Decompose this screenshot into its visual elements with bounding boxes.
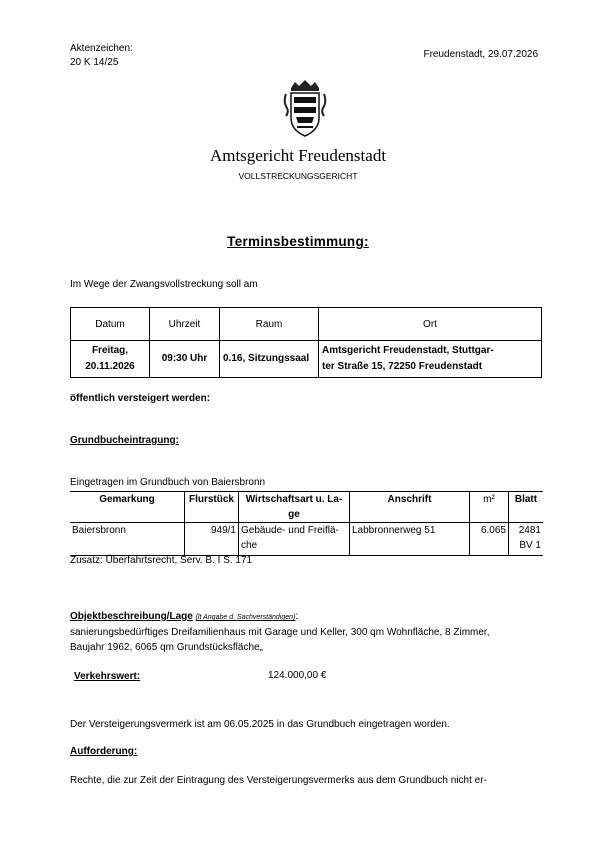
grundbuch-intro: Eingetragen im Grundbuch von Baiersbronn: [70, 477, 266, 488]
wirtschaftsart-line1: Gebäude- und Freiflä-: [241, 525, 339, 536]
ort-line1: Amtsgericht Freudenstadt, Stuttgar-: [322, 345, 494, 356]
cell-ort: [319, 341, 542, 378]
objekt-colon: :: [295, 611, 299, 622]
objekt-heading: Objektbeschreibung/Lage: [70, 611, 193, 622]
header-anschrift: Anschrift: [350, 492, 470, 523]
header-uhrzeit: Uhrzeit: [150, 308, 220, 341]
header-raum: Raum: [220, 308, 319, 341]
objekt-note: (lt Angabe d. Sachverständigen): [195, 614, 296, 621]
verkehrswert-value: 124.000,00 €: [268, 670, 327, 681]
objekt-line1: sanierungsbedürftiges Dreifamilienhaus mit Garage und Keller, 300 qm Wohnfläche, 8 Zimmer,: [70, 627, 490, 638]
cell-blatt: [509, 523, 544, 556]
cell-qm: 6.065: [470, 523, 509, 556]
table-header-row: [71, 308, 542, 341]
cell-gemarkung: Baiersbronn: [70, 523, 185, 556]
table-row: [71, 341, 542, 378]
aufforderung-heading: Aufforderung:: [70, 746, 138, 757]
grundbuch-table: [70, 491, 543, 556]
aufforderung-text: Rechte, die zur Zeit der Eintragung des Versteigerungsvermerks aus dem Grundbuch nicht er-: [70, 775, 487, 786]
vermerk-text: Der Versteigerungsvermerk ist am 06.05.2025 in das Grundbuch eingetragen worden.: [70, 719, 450, 730]
ort-line2: ter Straße 15, 72250 Freudenstadt: [322, 361, 483, 372]
header-wirtschaftsart: [239, 492, 350, 523]
datum-line2: 20.11.2026: [85, 361, 135, 372]
table-row: [70, 523, 543, 556]
cell-wirtschaftsart: [239, 523, 350, 556]
place-date: Freudenstadt, 29.07.2026: [423, 49, 538, 60]
document-title: Terminsbestimmung:: [227, 234, 369, 249]
court-name: Amtsgericht Freudenstadt: [209, 146, 387, 165]
header-qm: m²: [470, 492, 509, 523]
grundbuch-heading: Grundbucheintragung:: [70, 435, 179, 446]
header-flurstueck: Flurstück: [185, 492, 239, 523]
zusatz-text: Zusatz: Überfahrtsrecht, Serv. B. I S. 171: [70, 555, 253, 566]
termin-table: [70, 307, 542, 378]
cell-anschrift: Labbronnerweg 51: [350, 523, 470, 556]
wirtschaftsart-line2: che: [241, 540, 258, 551]
wirtschaftsart-header-line1: Wirtschaftsart u. La-: [245, 494, 343, 505]
aktenzeichen-block: [70, 42, 133, 70]
intro-text: Im Wege der Zwangsvollstreckung soll am: [70, 279, 258, 290]
table-header-row: [70, 492, 543, 523]
objekt-heading-line: [70, 609, 298, 626]
aktenzeichen-value: 20 K 14/25: [70, 57, 119, 68]
cell-flurstueck: 949/1: [185, 523, 239, 556]
cell-datum: [71, 341, 150, 378]
aktenzeichen-label: Aktenzeichen:: [70, 43, 133, 54]
coat-of-arms-icon: [283, 78, 327, 140]
court-department: VOLLSTRECKUNGSGERICHT: [238, 171, 358, 181]
datum-line1: Freitag,: [91, 345, 129, 356]
blatt-line1: 2481: [518, 525, 541, 536]
header-ort: Ort: [319, 308, 542, 341]
blatt-line2: BV 1: [519, 540, 541, 551]
versteigert-text: öffentlich versteigert werden:: [70, 393, 211, 404]
objekt-line2: Baujahr 1962, 6065 qm Grundstücksfläche„: [70, 642, 263, 653]
verkehrswert-label: Verkehrswert:: [74, 671, 141, 682]
header-blatt: Blatt: [509, 492, 544, 523]
header-gemarkung: Gemarkung: [70, 492, 185, 523]
header-datum: Datum: [71, 308, 150, 341]
cell-uhrzeit: 09:30 Uhr: [150, 341, 220, 378]
wirtschaftsart-header-line2: ge: [288, 509, 300, 520]
cell-raum: 0.16, Sitzungssaal: [220, 341, 319, 378]
